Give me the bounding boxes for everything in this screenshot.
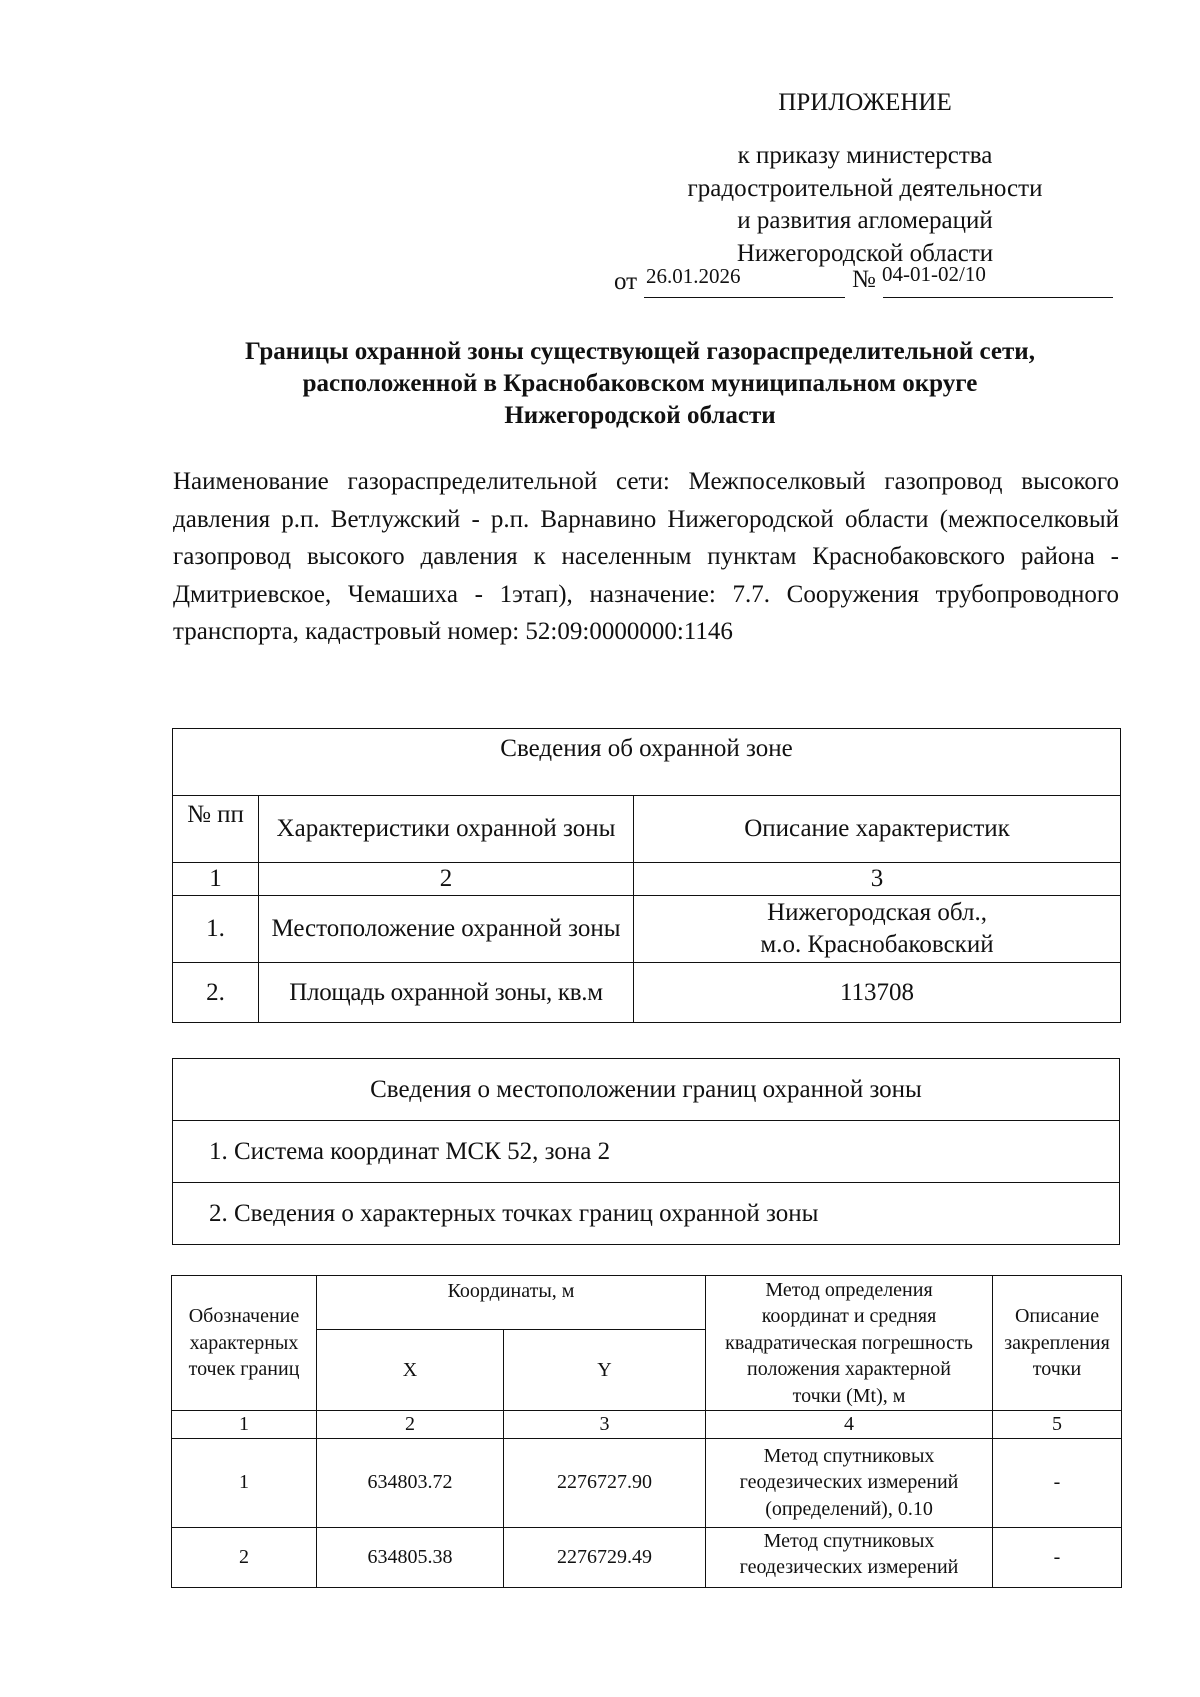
point-method (706, 1527, 993, 1587)
table-header-row (173, 796, 1121, 863)
table-caption-row (173, 1059, 1120, 1121)
method-line: Метод спутниковых (763, 1444, 935, 1467)
header-fixing-description (993, 1276, 1122, 1411)
appendix-line: и развития агломераций (737, 207, 993, 234)
document-title (160, 336, 1120, 432)
appendix-line: Нижегородской области (736, 239, 994, 267)
value-line: м.о. Краснобаковский (760, 931, 994, 958)
table-caption-row (173, 729, 1121, 796)
order-number: 04-01-02/10 (882, 262, 986, 286)
header-characteristics: Характеристики охранной зоны (259, 796, 634, 863)
coordinate-system-item: 1. Система координат МСК 52, зона 2 (173, 1121, 1120, 1183)
header-line: закрепления (1004, 1331, 1110, 1354)
zone-table-caption: Сведения об охранной зоне (173, 729, 1121, 796)
header-line: точки (Mt), м (792, 1384, 906, 1407)
table-row (172, 1438, 1122, 1527)
method-line: Метод спутниковых (763, 1529, 935, 1552)
point-x: 634805.38 (317, 1527, 504, 1587)
point-method (706, 1438, 993, 1527)
date-underline (644, 297, 845, 298)
header-line: квадратическая погрешность (725, 1331, 973, 1354)
point-y: 2276727.90 (504, 1438, 706, 1527)
appendix-line: градостроительной деятельности (687, 174, 1043, 202)
title-line: Границы охранной зоны существующей газораспределительной сети, (245, 338, 1035, 365)
column-number-row (172, 1411, 1122, 1439)
value-line: Нижегородская обл., (767, 899, 987, 926)
header-coordinates: Координаты, м (317, 1276, 706, 1330)
point-id: 1 (172, 1438, 317, 1527)
header-y: Y (504, 1330, 706, 1411)
row-value: 113708 (634, 963, 1121, 1023)
method-line: (определений), 0.10 (765, 1497, 933, 1520)
column-number: 3 (504, 1411, 706, 1439)
header-line: Метод определения (765, 1278, 933, 1301)
appendix-line: к приказу министерства (737, 142, 993, 169)
column-number: 5 (993, 1411, 1122, 1439)
header-line: координат и средняя (761, 1305, 937, 1328)
method-line: геодезических измерений (739, 1556, 959, 1578)
row-number: 1. (173, 896, 259, 963)
row-value (634, 896, 1121, 963)
table-header-row (172, 1276, 1122, 1330)
column-number: 1 (173, 863, 259, 896)
row-number: 2. (173, 963, 259, 1023)
row-characteristic: Местоположение охранной зоны (259, 896, 634, 963)
date-label: от (614, 268, 638, 295)
header-number: № пп (173, 796, 259, 863)
table-row (173, 963, 1121, 1023)
header-description: Описание характеристик (634, 796, 1121, 863)
location-table-caption: Сведения о местоположении границ охранной зоны (173, 1059, 1120, 1121)
title-line: расположенной в Краснобаковском муниципальном округе (302, 370, 978, 397)
header-line: Обозначение (188, 1305, 300, 1328)
header-point-label (172, 1276, 317, 1411)
boundary-points-item: 2. Сведения о характерных точках границ охранной зоны (173, 1183, 1120, 1245)
point-x: 634803.72 (317, 1438, 504, 1527)
appendix-subtitle (645, 140, 1085, 270)
header-method (706, 1276, 993, 1411)
column-number: 1 (172, 1411, 317, 1439)
header-line: точек границ (188, 1358, 300, 1381)
column-number: 4 (706, 1411, 993, 1439)
column-number: 2 (317, 1411, 504, 1439)
table-row (172, 1527, 1122, 1587)
title-line: Нижегородской области (504, 402, 776, 429)
column-number-row (173, 863, 1121, 896)
table-row (173, 1183, 1120, 1245)
point-y: 2276729.49 (504, 1527, 706, 1587)
network-description: Наименование газораспределительной сети: Межпоселковый газопровод высокого давления р.п. Ветлужский - р.п. Варнавино Нижегородской области (межпоселковый газопровод высокого давления к населенным пунктам Краснобаковского района - Дмитриевское, Чемашиха - 1этап), назначение: 7.7. Сооружения трубопроводного транспорта, кадастровый номер: 52:09:0000000:1146 (173, 468, 1119, 645)
method-line: геодезических измерений (739, 1471, 959, 1494)
header-line: характерных (189, 1331, 299, 1354)
column-number: 2 (259, 863, 634, 896)
point-description: - (993, 1527, 1122, 1587)
boundary-points-table (171, 1275, 1122, 1588)
header-x: X (317, 1330, 504, 1411)
zone-info-table (172, 728, 1121, 1023)
header-line: Описание (1014, 1305, 1100, 1328)
header-line: точки (1032, 1358, 1082, 1381)
column-number: 3 (634, 863, 1121, 896)
point-id: 2 (172, 1527, 317, 1587)
location-info-table (172, 1058, 1120, 1245)
table-row (173, 896, 1121, 963)
header-line: положения характерной (747, 1358, 951, 1381)
number-underline (883, 297, 1113, 298)
table-row (173, 1121, 1120, 1183)
number-label: № (852, 266, 876, 293)
point-description: - (993, 1438, 1122, 1527)
order-date: 26.01.2026 (646, 264, 741, 288)
appendix-title: ПРИЛОЖЕНИЕ (778, 89, 952, 116)
row-characteristic: Площадь охранной зоны, кв.м (259, 963, 634, 1023)
